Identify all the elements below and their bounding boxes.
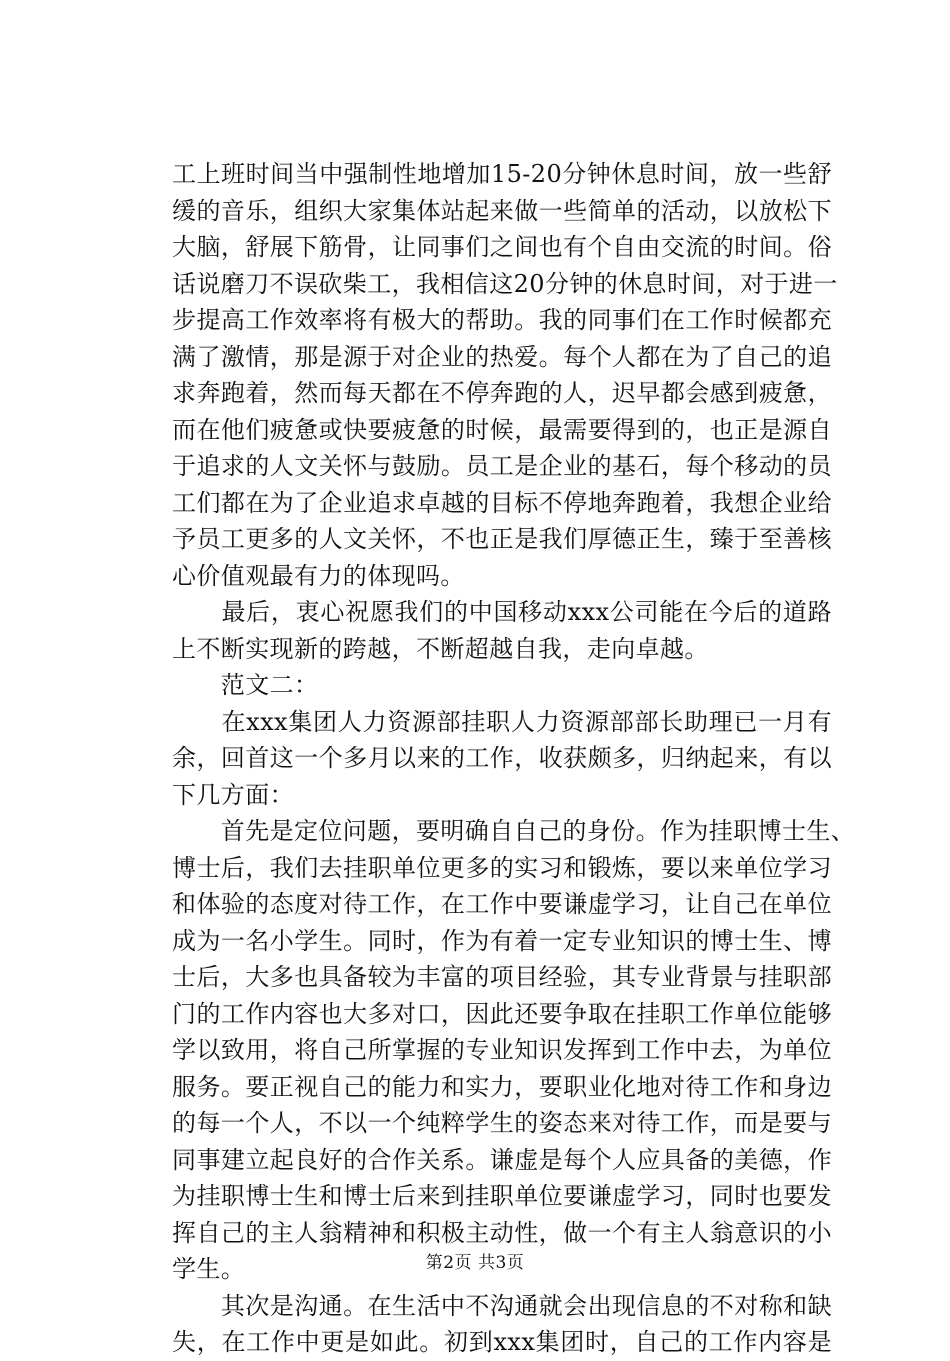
text-line: 大脑，舒展下筋骨，让同事们之间也有个自由交流的时间。俗 bbox=[172, 233, 832, 261]
text-line: 学以致用，将自己所掌握的专业知识发挥到工作中去，为单位 bbox=[172, 1036, 832, 1064]
text-line: 士后，大多也具备较为丰富的项目经验，其专业背景与挂职部 bbox=[172, 963, 832, 991]
text-line: 步提高工作效率将有极大的帮助。我的同事们在工作时候都充 bbox=[172, 306, 832, 334]
text-line: 而在他们疲惫或快要疲惫的时候，最需要得到的，也正是源自 bbox=[172, 415, 832, 444]
text-line: 工上班时间当中强制性地增加15-20分钟休息时间，放一些舒 bbox=[172, 160, 832, 188]
text-line: 心价值观最有力的体现吗。 bbox=[172, 561, 465, 590]
text-line: 予员工更多的人文关怀，不也正是我们厚德正生，臻于至善核 bbox=[172, 525, 832, 553]
text-line: 的每一个人，不以一个纯粹学生的姿态来对待工作，而是要与 bbox=[172, 1109, 832, 1137]
text-line: 挥自己的主人翁精神和积极主动性，做一个有主人翁意识的小 bbox=[172, 1218, 832, 1247]
text-line: 于追求的人文关怀与鼓励。员工是企业的基石，每个移动的员 bbox=[172, 452, 832, 480]
text-line: 范文二： bbox=[172, 671, 319, 699]
text-line: 上不断实现新的跨越，不断超越自我，走向卓越。 bbox=[172, 634, 709, 663]
text-line: 求奔跑着，然而每天都在不停奔跑的人，迟早都会感到疲惫， bbox=[172, 379, 832, 407]
text-line: 学生。 bbox=[172, 1255, 246, 1283]
document-body bbox=[172, 156, 856, 1361]
text-line: 工们都在为了企业追求卓越的目标不停地奔跑着，我想企业给 bbox=[172, 488, 832, 517]
text-line: 下几方面： bbox=[172, 780, 294, 809]
text-line: 失，在工作中更是如此。初到xxx集团时，自己的工作内容是 bbox=[172, 1328, 832, 1356]
text-line: 和体验的态度对待工作，在工作中要谦虚学习，让自己在单位 bbox=[172, 890, 832, 918]
text-line: 博士后，我们去挂职单位更多的实习和锻炼，要以来单位学习 bbox=[172, 853, 832, 882]
text-line: 在xxx集团人力资源部挂职人力资源部部长助理已一月有 bbox=[172, 707, 832, 736]
text-line: 缓的音乐，组织大家集体站起来做一些简单的活动，以放松下 bbox=[172, 196, 832, 225]
page-footer: 第2页 共3页 bbox=[425, 1253, 525, 1273]
text-line: 成为一名小学生。同时，作为有着一定专业知识的博士生、博 bbox=[172, 926, 832, 955]
text-line: 满了激情，那是源于对企业的热爱。每个人都在为了自己的追 bbox=[172, 342, 832, 371]
text-line: 服务。要正视自己的能力和实力，要职业化地对待工作和身边 bbox=[172, 1072, 832, 1101]
text-line: 最后，衷心祝愿我们的中国移动xxx公司能在今后的道路 bbox=[172, 598, 832, 626]
text-line: 同事建立起良好的合作关系。谦虚是每个人应具备的美德，作 bbox=[172, 1145, 832, 1174]
text-line: 话说磨刀不误砍柴工，我相信这20分钟的休息时间，对于进一 bbox=[172, 269, 838, 298]
text-line: 门的工作内容也大多对口，因此还要争取在挂职工作单位能够 bbox=[172, 999, 832, 1028]
text-line: 其次是沟通。在生活中不沟通就会出现信息的不对称和缺 bbox=[172, 1291, 832, 1320]
text-line: 为挂职博士生和博士后来到挂职单位要谦虚学习，同时也要发 bbox=[172, 1182, 832, 1210]
text-line: 首先是定位问题，要明确自自己的身份。作为挂职博士生、 bbox=[172, 817, 856, 845]
text-line: 余，回首这一个多月以来的工作，收获颇多，归纳起来，有以 bbox=[172, 744, 832, 772]
